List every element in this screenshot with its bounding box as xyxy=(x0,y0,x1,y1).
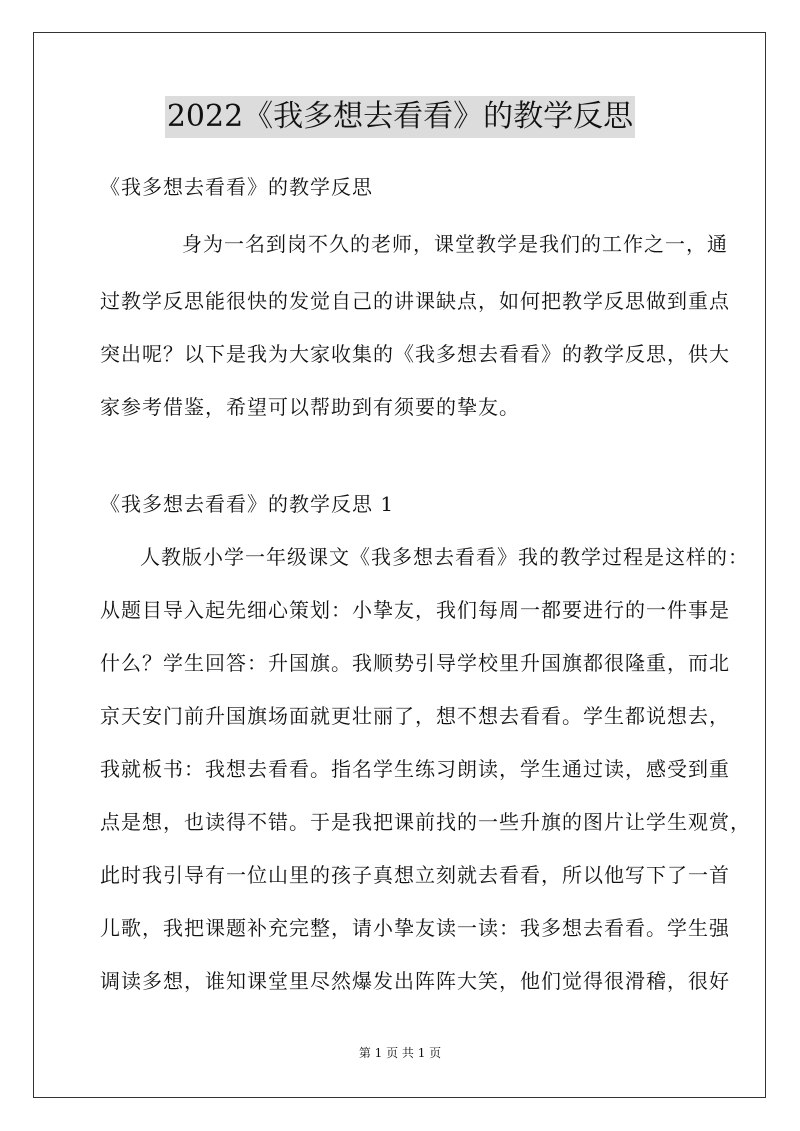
page-footer: 第 1 页 共 1 页 xyxy=(358,1046,442,1060)
body-line: 调读多想，谁知课堂里尽然爆发出阵阵大笑，他们觉得很滑稽，很好 xyxy=(100,969,730,993)
intro-line: 突出呢？以下是我为大家收集的《我多想去看看》的教学反思，供大 xyxy=(100,342,730,366)
body-line: 此时我引导有一位山里的孩子真想立刻就去看看，所以他写下了一首 xyxy=(100,863,730,887)
document-title: 2022《我多想去看看》的教学反思 xyxy=(165,96,635,138)
section-heading: 《我多想去看看》的教学反思 1 xyxy=(100,492,395,516)
intro-line: 身为一名到岗不久的老师，课堂教学是我们的工作之一，通 xyxy=(182,232,728,256)
intro-line: 过教学反思能很快的发觉自己的讲课缺点，如何把教学反思做到重点 xyxy=(100,289,730,313)
body-line: 人教版小学一年级课文《我多想去看看》我的教学过程是这样的： xyxy=(140,545,749,569)
body-line: 我就板书：我想去看看。指名学生练习朗读，学生通过读，感受到重 xyxy=(100,757,730,781)
document-subtitle: 《我多想去看看》的教学反思 xyxy=(100,175,373,199)
body-line: 什么？学生回答：升国旗。我顺势引导学校里升国旗都很隆重，而北 xyxy=(100,651,730,675)
intro-line: 家参考借鉴，希望可以帮助到有须要的挚友。 xyxy=(100,395,520,419)
body-line: 儿歌，我把课题补充完整，请小挚友读一读：我多想去看看。学生强 xyxy=(100,916,730,940)
body-line: 京天安门前升国旗场面就更壮丽了，想不想去看看。学生都说想去， xyxy=(100,704,730,728)
title-container xyxy=(0,96,800,138)
body-line: 从题目导入起先细心策划：小挚友，我们每周一都要进行的一件事是 xyxy=(100,598,730,622)
body-line: 点是想，也读得不错。于是我把课前找的一些升旗的图片让学生观赏， xyxy=(100,810,751,834)
